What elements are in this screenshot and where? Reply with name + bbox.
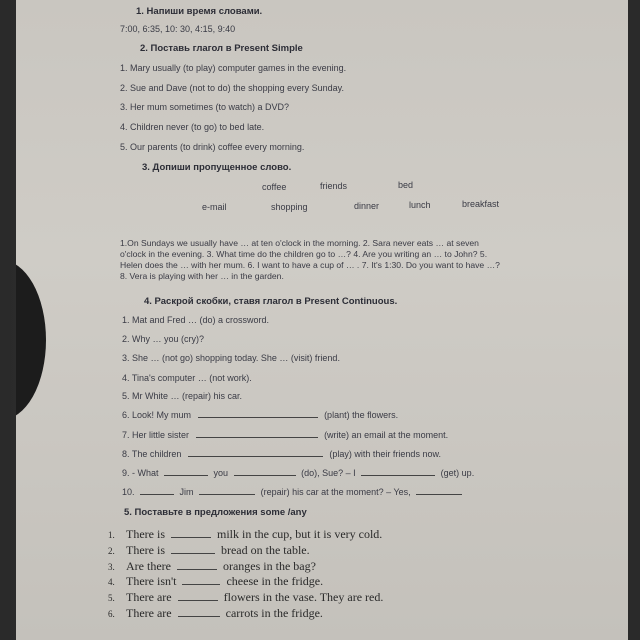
s4-item-2: 2. Why … you (cry)? [122,334,205,344]
s3-line-2: o'clock in the evening. 3. What time do the children go to …? 4. Are you writing an … to John? 5. [120,249,488,259]
s2-item-1: 1. Mary usually (to play) computer games in the evening. [120,63,347,73]
answer-blank [178,599,218,601]
s4-item-3: 3. She … (not go) shopping today. She … (visit) friend. [122,353,340,363]
section-1-title: 1. Напиши время словами. [136,6,263,17]
s4-item-6: 6. Look! My mum (plant) the flowers. [122,410,399,420]
s2-item-3: 3. Her mum sometimes (to watch) a DVD? [120,102,290,112]
section-3-title: 3. Допиши пропущенное слово. [142,162,292,173]
answer-blank [178,615,220,617]
s2-item-4: 4. Children never (to go) to bed late. [120,122,265,132]
word-friends: friends [320,181,348,191]
s4-item-4: 4. Tina's computer … (not work). [122,373,252,383]
section-5-title: 5. Поставьте в предложения some /any [124,507,307,518]
answer-blank [171,552,215,554]
s5-item-6: 6. There are carrots in the fridge. [108,606,323,620]
s5-item-2: 2. There is bread on the table. [108,543,310,557]
s4-item-1: 1. Mat and Fred … (do) a crossword. [122,315,270,325]
word-email: e-mail [202,202,227,212]
answer-blank [416,493,462,495]
section-1-times: 7:00, 6:35, 10: 30, 4:15, 9:40 [120,24,236,34]
s5-item-3: 3. Are there oranges in the bag? [108,559,316,573]
s4-item-7: 7. Her little sister (write) an email at the moment. [122,430,449,440]
s3-line-4: 8. Vera is playing with her … in the garden. [120,271,284,281]
answer-blank [361,474,435,476]
s3-line-3: Helen does the … with her mum. 6. I want to have a cup of … . 7. It's 1:30. Do you want to have …? [120,260,500,270]
answer-blank [171,536,211,538]
word-bed: bed [398,180,414,190]
answer-blank [140,493,174,495]
s5-item-5: 5. There are flowers in the vase. They are red. [108,590,384,604]
s4-item-9: 9. - What you (do), Sue? – I (get) up. [122,468,475,478]
answer-blank [177,568,217,570]
word-breakfast: breakfast [462,199,500,209]
word-lunch: lunch [409,200,431,210]
answer-blank [188,455,323,457]
word-coffee: coffee [262,182,287,192]
answer-blank [196,436,318,438]
section-3-text [120,238,600,282]
s3-line-1: 1.On Sundays we usually have … at ten o'clock in the morning. 2. Sara never eats … at seven [120,238,479,248]
word-dinner: dinner [354,201,380,211]
s4-item-8: 8. The children (play) with their friends now. [122,449,441,459]
section-2-title: 2. Поставь глагол в Present Simple [140,43,303,54]
s2-item-5: 5. Our parents (to drink) coffee every morning. [120,142,305,152]
section-4-title: 4. Раскрой скобки, ставя глагол в Present Continuous. [144,296,398,307]
s2-item-2: 2. Sue and Dave (not to do) the shopping every Sunday. [120,83,344,93]
s4-item-10: 10. Jim (repair) his car at the moment? – Yes, [122,487,465,497]
answer-blank [182,583,220,585]
s4-item-5: 5. Mr White … (repair) his car. [122,391,243,401]
word-shopping: shopping [271,202,308,212]
answer-blank [234,474,296,476]
s5-item-4: 4. There isn't cheese in the fridge. [108,574,324,588]
shadow-object [16,260,46,420]
s5-item-1: 1. There is milk in the cup, but it is very cold. [108,527,383,541]
answer-blank [164,474,208,476]
answer-blank [198,416,318,418]
answer-blank [199,493,255,495]
worksheet-page [16,0,628,640]
